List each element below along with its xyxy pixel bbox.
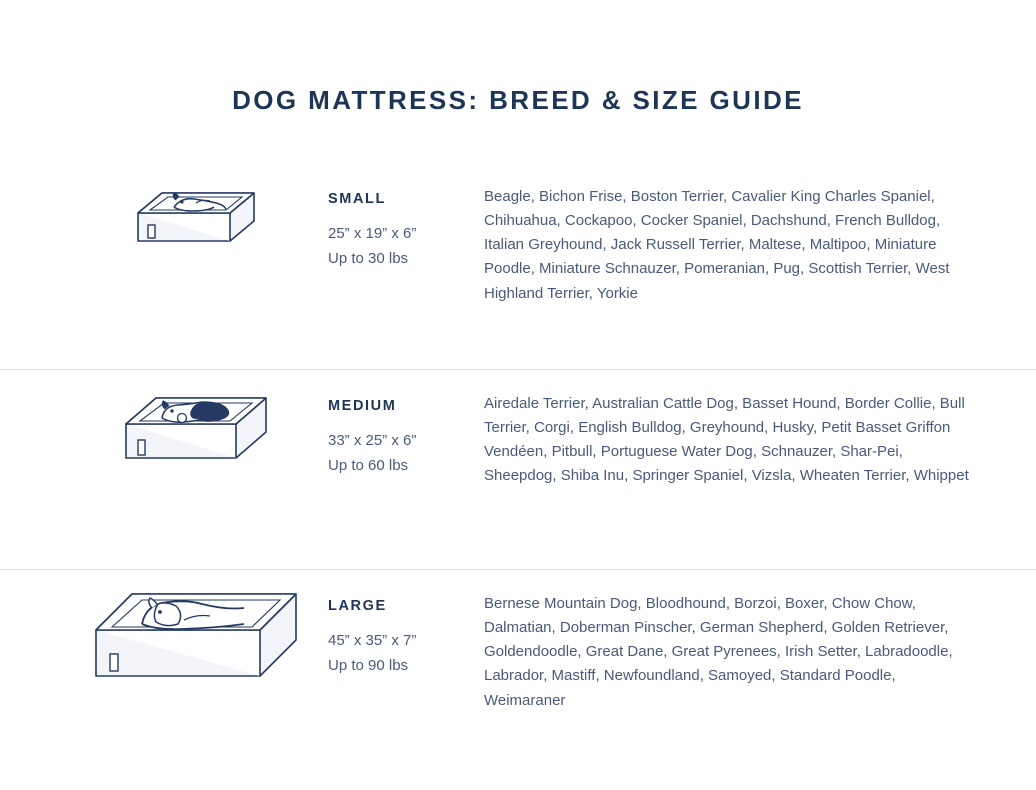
breeds-text: Airedale Terrier, Australian Cattle Dog, Basset Hound, Border Collie, Bull Terrier, Corgi, English Bulldog, Greyhound, Husky, Petit Basset Griffon Vendéen, Pitbull, Portuguese Water Dog, Schnauzer, Shar-Pei, Sheepdog, Shiba Inu, Springer Spaniel, Vizsla, Wheaten Terrier, Whippet (484, 394, 969, 485)
dimensions-text: 33” x 25” x 6” (328, 431, 417, 449)
medium-dog-mattress-illustration (116, 378, 276, 474)
breeds-text: Beagle, Bichon Frise, Boston Terrier, Cavalier King Charles Spaniel, Chihuahua, Cockapoo, Cocker Spaniel, Dachshund, French Bulldog, Italian Greyhound, Jack Russell Terrier, Maltese, Maltipoo, Miniature Poodle, Miniature Schnauzer, Pomeranian, Pug, Scottish Terrier, West Highland Terrier, Yorkie (484, 187, 950, 302)
small-dog-mattress-illustration (126, 173, 266, 253)
size-label: LARGE (328, 597, 387, 614)
breeds-text: Bernese Mountain Dog, Bloodhound, Borzoi, Boxer, Chow Chow, Dalmatian, Doberman Pinscher, German Shepherd, Golden Retriever, Goldendoodle, Great Dane, Great Pyrenees, Irish Setter, Labradoodle, Labrador, Mastiff, Newfoundland, Samoyed, Standard Poodle, Weimaraner (484, 594, 953, 709)
weight-text: Up to 30 lbs (328, 250, 409, 268)
illustration-cell (64, 570, 328, 694)
spec-cell (328, 570, 484, 679)
dimensions-text: 25” x 19” x 6” (328, 224, 417, 242)
spec-cell (328, 163, 484, 272)
table-row (0, 369, 1036, 569)
large-dog-mattress-illustration (88, 578, 304, 694)
breeds-cell (484, 370, 972, 489)
breeds-cell (484, 570, 972, 713)
illustration-cell (64, 163, 328, 253)
weight-text: Up to 90 lbs (328, 657, 409, 675)
weight-text: Up to 60 lbs (328, 457, 409, 475)
size-label: SMALL (328, 190, 386, 207)
page-title: DOG MATTRESS: BREED & SIZE GUIDE (232, 85, 804, 115)
spec-cell (328, 370, 484, 479)
dimensions-text: 45” x 35” x 7” (328, 631, 417, 649)
table-row (0, 569, 1036, 769)
size-rows (0, 163, 1036, 769)
table-row (0, 163, 1036, 363)
breeds-cell (484, 163, 972, 306)
size-label: MEDIUM (328, 397, 397, 414)
illustration-cell (64, 370, 328, 474)
